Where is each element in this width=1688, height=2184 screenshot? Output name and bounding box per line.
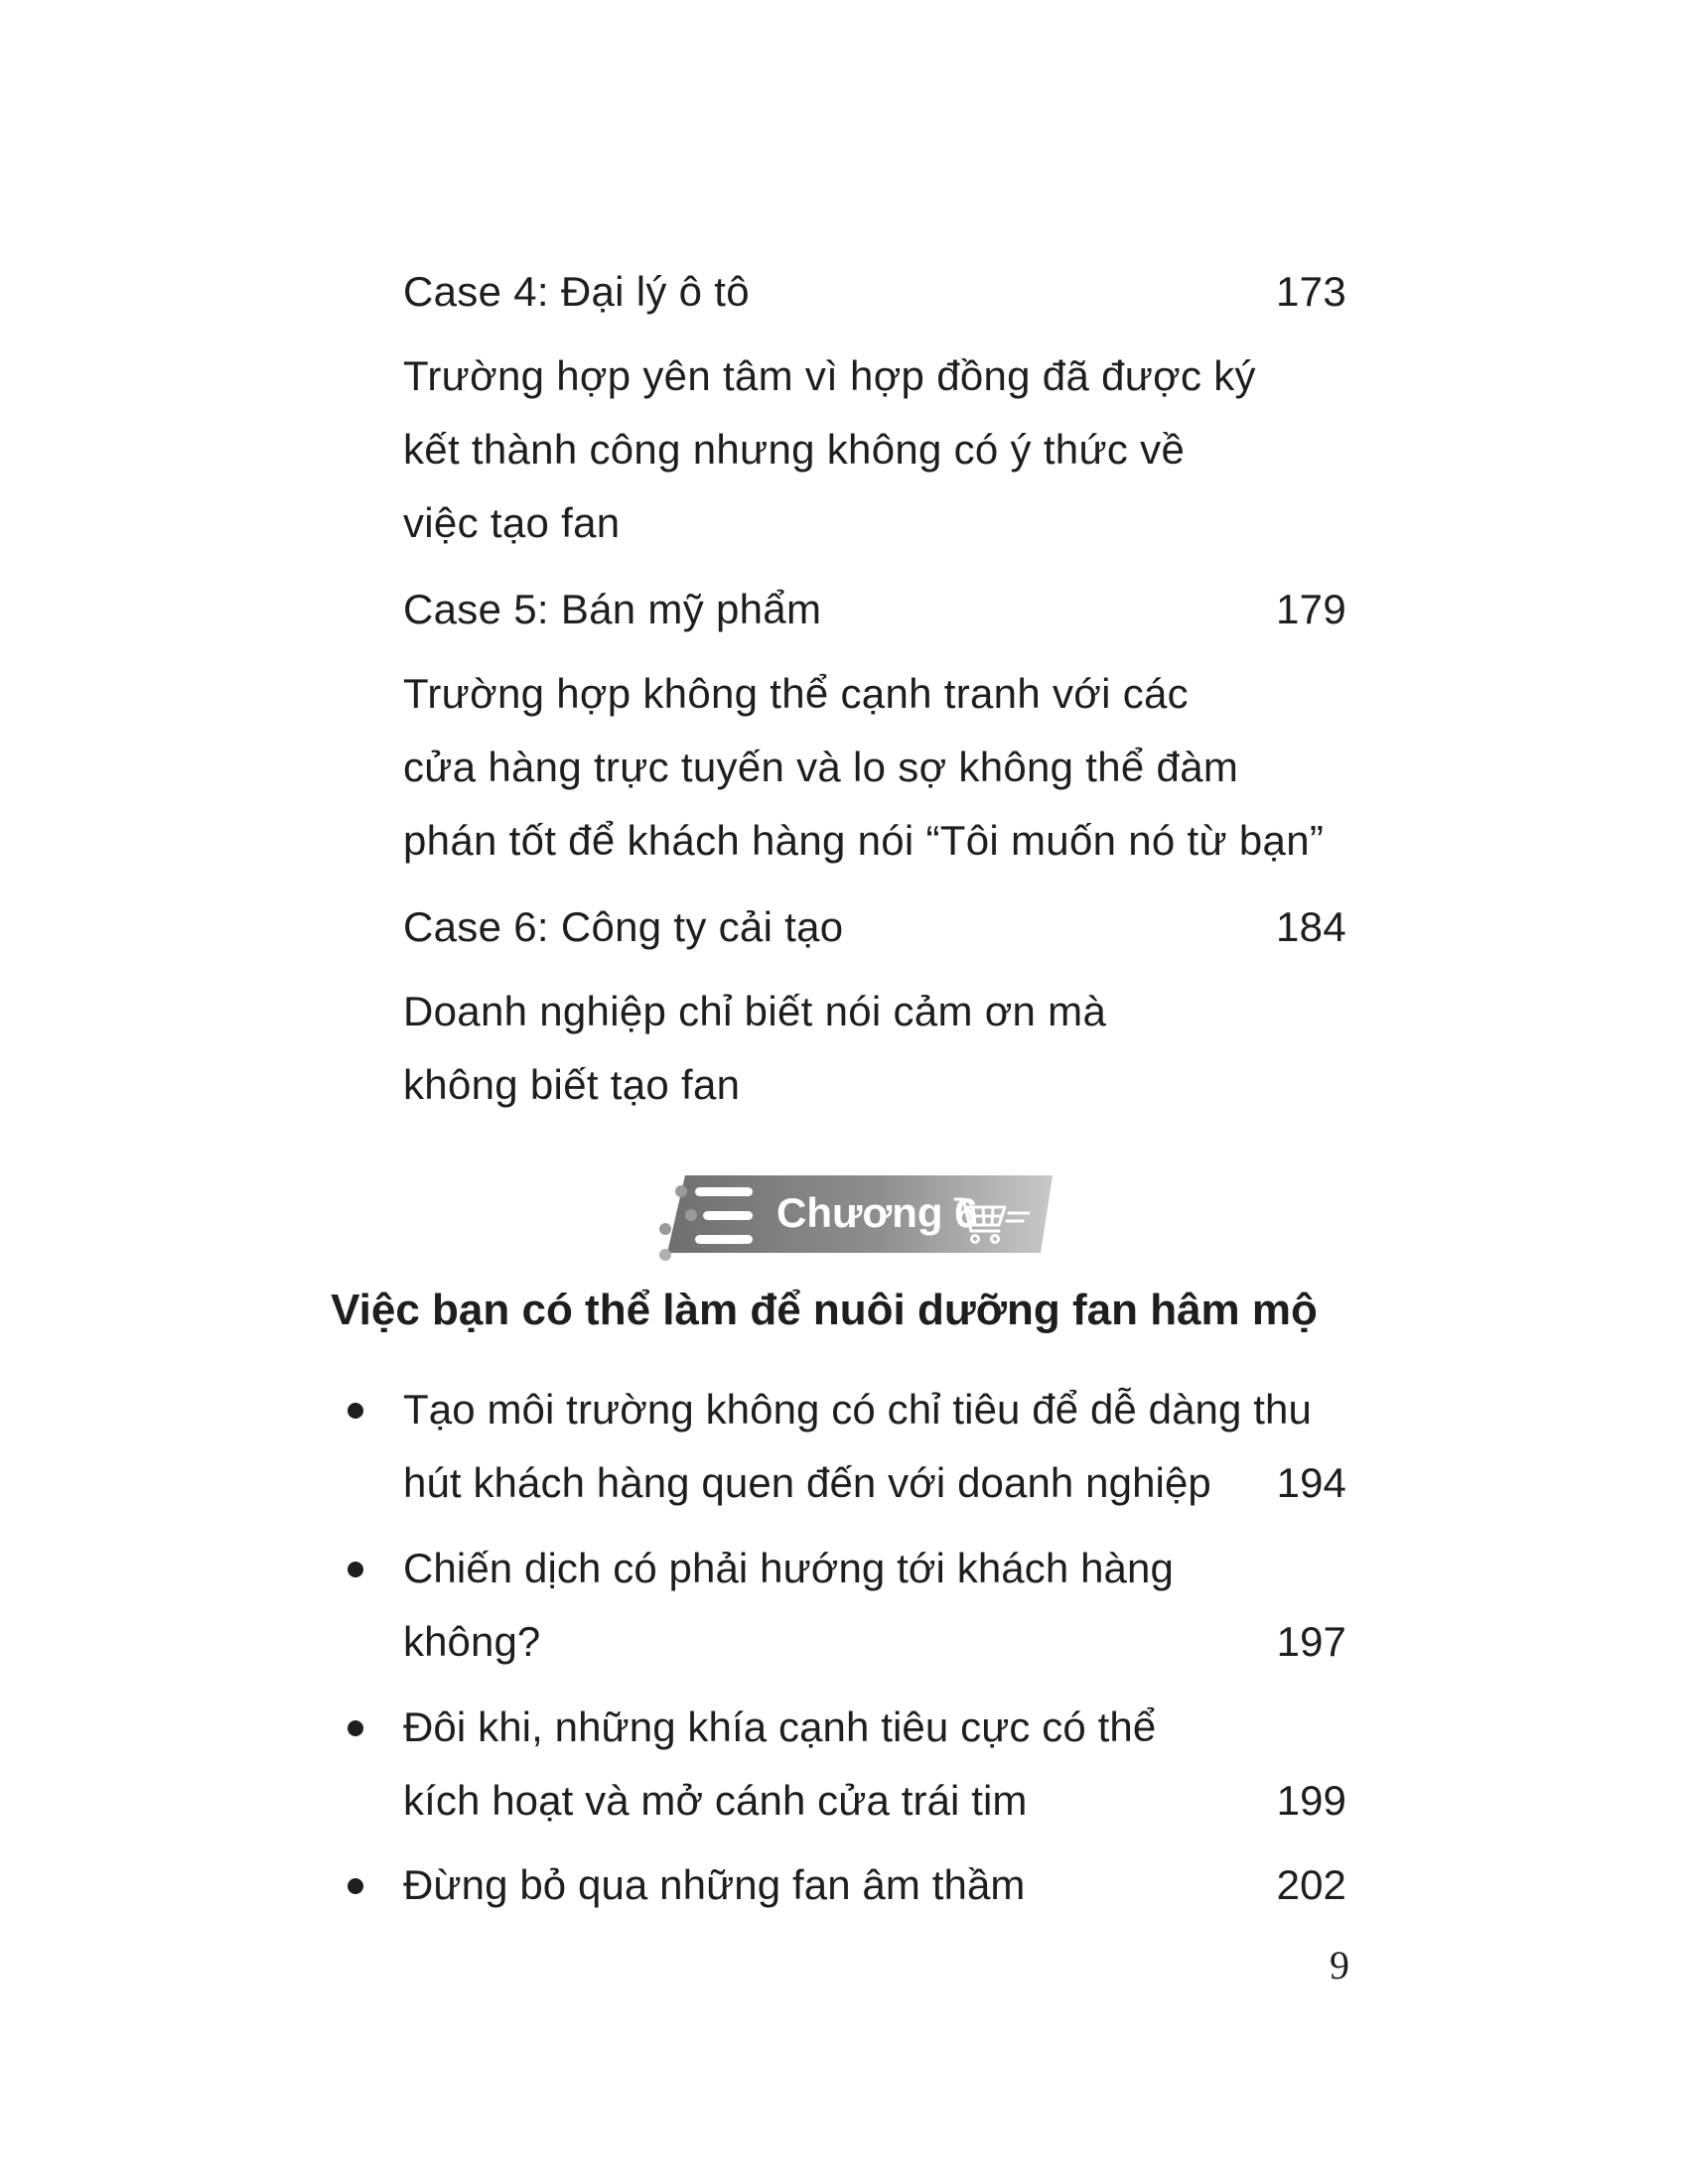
toc-entry-page: 173 [1276, 268, 1346, 315]
chapter-title: Việc bạn có thể làm để nuôi dưỡng fan hâm mộ [331, 1286, 1318, 1334]
bullet-line: Chiến dịch có phải hướng tới khách hàng [403, 1545, 1174, 1591]
description-line: cửa hàng trực tuyến và lo sợ không thể đàm [403, 744, 1239, 790]
bullet-line: kích hoạt và mở cánh cửa trái tim [403, 1777, 1028, 1824]
toc-entry-description [403, 975, 1346, 1122]
chapter-banner [655, 1169, 1053, 1261]
description-line: Doanh nghiệp chỉ biết nói cảm ơn mà [403, 988, 1107, 1034]
bullet-text [403, 1848, 1287, 1922]
bullet-line: Đừng bỏ qua những fan âm thầm [403, 1861, 1026, 1908]
toc-entry-page: 184 [1276, 903, 1346, 950]
bullet-dot [348, 1878, 363, 1894]
chapter-label: Chương 6 [776, 1189, 978, 1236]
bullet-line: không? [403, 1618, 541, 1665]
toc-entry-title: Case 6: Công ty cải tạo [403, 903, 844, 950]
toc-entry-description [403, 340, 1346, 560]
bullet-dot [348, 1403, 363, 1419]
bullet-page: 202 [1276, 1861, 1346, 1908]
toc-entry-title: Case 4: Đại lý ô tô [403, 268, 750, 315]
bullet-text [403, 1691, 1287, 1838]
description-line: việc tạo fan [403, 499, 621, 546]
bullet-page: 199 [1276, 1777, 1346, 1824]
bullet-dot [348, 1720, 363, 1736]
bullet-dot [348, 1562, 363, 1577]
bullet-line: hút khách hàng quen đến với doanh nghiệp [403, 1459, 1211, 1506]
bullet-page: 194 [1276, 1459, 1346, 1506]
toc-entry-page: 179 [1276, 586, 1346, 632]
bullet-text [403, 1532, 1287, 1679]
bullet-page: 197 [1276, 1618, 1346, 1665]
description-line: không biết tạo fan [403, 1061, 741, 1108]
description-line: kết thành công nhưng không có ý thức về [403, 426, 1186, 473]
toc-entry-description [403, 657, 1346, 878]
bullet-line: Đôi khi, những khía cạnh tiêu cực có thể [403, 1704, 1157, 1750]
description-line: Trường hợp không thể cạnh tranh với các [403, 670, 1189, 717]
description-line: phán tốt để khách hàng nói “Tôi muốn nó từ bạn” [403, 817, 1325, 864]
description-line: Trường hợp yên tâm vì hợp đồng đã được ký [403, 352, 1256, 399]
bullet-line: Tạo môi trường không có chỉ tiêu để dễ dàng thu [403, 1386, 1312, 1433]
page-number: 9 [1330, 1943, 1349, 1987]
toc-entry-title: Case 5: Bán mỹ phẩm [403, 586, 822, 632]
